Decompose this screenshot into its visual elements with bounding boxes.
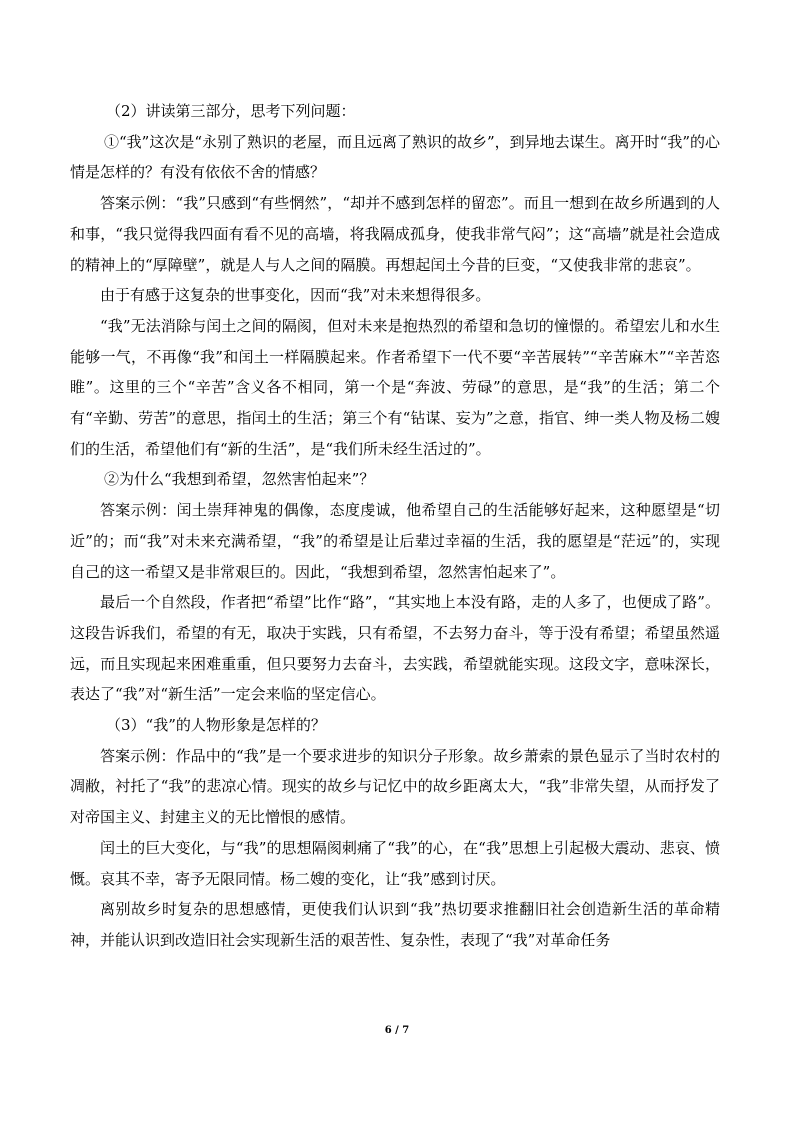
answer-one: 答案示例：“我”只感到“有些惘然”，“却并不感到怎样的留恋”。而且一想到在故乡所遇到的人和事，“我只觉得我四面有看不见的高墙，将我隔成孤身，使我非常气闷”；这“高墙”就是社会造成的精神上的“厚障壁”，就是人与人之间的隔膜。再想起闰土今昔的巨变，“又使我非常的悲哀”。: [70, 194, 720, 274]
question-one: ①“我”这次是“永别了熟识的老屋，而且远离了熟识的故乡”，到异地去谋生。离开时“我”的心情是怎样的？有没有依依不舍的情感？: [70, 132, 721, 182]
answer-two: 答案示例：闰土崇拜神鬼的偶像，态度虔诚，他希望自己的生活能够好起来，这种愿望是“切近”的；而“我”对未来充满希望，“我”的希望是让后辈过幸福的生活，我的愿望是“茫远”的，实现自己的这一希望又是非常艰巨的。因此，“我想到希望，忽然害怕起来了”。: [70, 501, 720, 581]
body-paragraph: 最后一个自然段，作者把“希望”比作“路”，“其实地上本没有路，走的人多了，也便成了路”。这段告诉我们，希望的有无，取决于实践，只有希望，不去努力奋斗，等于没有希望；希望虽然遥远，而且实现起来困难重重，但只要努力去奋斗，去实践，希望就能实现。这段文字，意味深长，表达了“我”对“新生活”一定会来临的坚定信心。: [70, 593, 720, 704]
question-two: ②为什么“我想到希望，忽然害怕起来”？: [104, 470, 375, 489]
section-heading-character: （3）“我”的人物形象是怎样的？: [106, 716, 326, 735]
answer-three: 答案示例：作品中的“我”是一个要求进步的知识分子形象。故乡萧索的景色显示了当时农村的凋敝，衬托了“我”的悲凉心情。现实的故乡与记忆中的故乡距离太大，“我”非常失望，从而抒发了对帝国主义、封建主义的无比憎恨的感情。: [70, 746, 720, 827]
document-body: [70, 96, 720, 956]
section-heading-part-three: （2）讲读第三部分，思考下列问题：: [106, 102, 356, 120]
body-paragraph: 由于有感于这复杂的世事变化，因而“我”对未来想得很多。: [100, 286, 491, 305]
body-paragraph: “我”无法消除与闰土之间的隔阂，但对未来是抱热烈的希望和急切的憧憬的。希望宏儿和水生能够一气，不再像“我”和闰土一样隔膜起来。作者希望下一代不要“辛苦展转”“辛苦麻木”“辛苦恣睢”。这里的三个“辛苦”含义各不相同，第一个是“奔波、劳碌”的意思，是“我”的生活；第二个有“辛勤、劳苦”的意思，指闰土的生活；第三个有“钻谋、妄为”之意，指官、绅一类人物及杨二嫂们的生活，希望他们有“新的生活”，是“我们所未经生活过的”。: [70, 316, 720, 458]
page-number: 6 / 7: [384, 1025, 410, 1036]
body-paragraph: 离别故乡时复杂的思想感情，更使我们认识到“我”热切要求推翻旧社会创造新生活的革命精神，并能认识到改造旧社会实现新生活的艰苦性、复杂性，表现了“我”对革命任务: [70, 900, 720, 949]
body-paragraph: 闰土的巨大变化，与“我”的思想隔阂刺痛了“我”的心，在“我”思想上引起极大震动、悲哀、愤慨。哀其不幸，寄予无限同情。杨二嫂的变化，让“我”感到讨厌。: [70, 838, 720, 888]
